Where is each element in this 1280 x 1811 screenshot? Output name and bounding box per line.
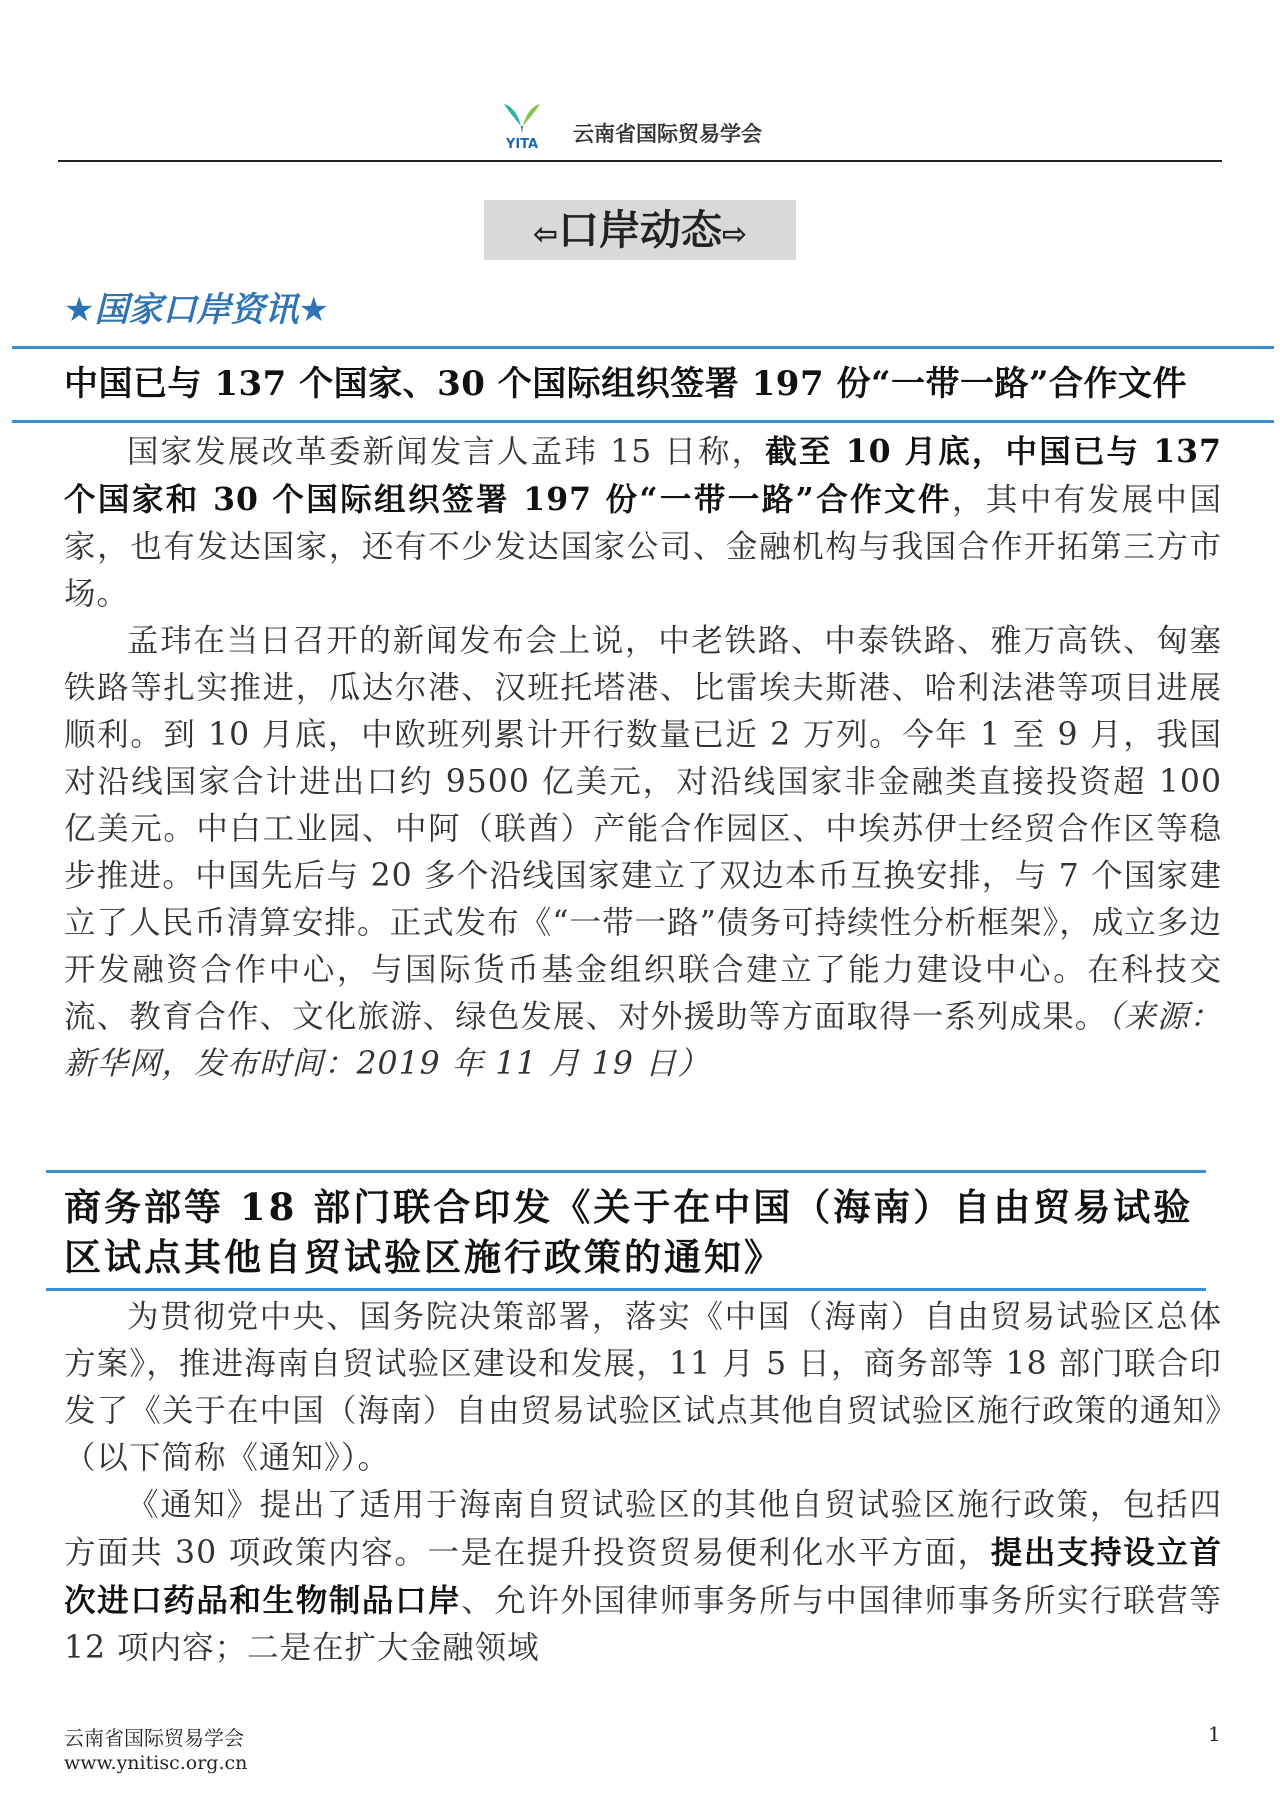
article-1-paragraph-1 [64, 428, 1222, 618]
article-1-title: 中国已与 137 个国家、30 个国际组织签署 197 份“一带一路”合作文件 [64, 364, 1188, 404]
footer-org-name: 云南省国际贸易学会 [64, 1726, 244, 1750]
article-2-title: 商务部等 18 部门联合印发《关于在中国（海南）自由贸易试验区试点其他自贸试验区施行政策的通知》 [64, 1185, 1194, 1279]
footer-url: www.ynitisc.org.cn [64, 1752, 248, 1774]
text-run: ，其中有发展中国家，也有发达国家，还有不少发达国家公司、金融机构与我国合作开拓第三方市场。 [64, 482, 1222, 612]
title-rule-bottom [46, 1288, 1206, 1291]
article-1-body [64, 428, 1222, 1088]
article-1-paragraph-2 [64, 618, 1222, 1088]
yita-logo [494, 96, 550, 152]
header-org-name: 云南省国际贸易学会 [573, 121, 762, 146]
article-2-body [64, 1294, 1222, 1672]
text-run: 《通知》提出了适用于海南自贸试验区的其他自贸试验区施行政策，包括四方面共 30 项政策内容。一是在提升投资贸易便利化水平方面， [64, 1487, 1222, 1571]
section-subtitle: ★国家口岸资讯★ [64, 290, 329, 330]
source-note: （来源：新华网，发布时间：2019 年 11 月 19 日） [64, 999, 1222, 1082]
text-run: 国家发展改革委新闻发言人孟玮 15 日称， [127, 434, 766, 470]
highlight-text: 截至 10 月底，中国已与 137 个国家和 30 个国际组织签署 197 份“一带一路”合作文件 [64, 433, 1222, 518]
page-header [58, 88, 1222, 162]
page-number: 1 [1208, 1722, 1221, 1746]
text-run: 、允许外国律师事务所与中国律师事务所实行联营等 12 项内容；二是在扩大金融领域 [64, 1583, 1222, 1666]
title-rule-top [12, 346, 1274, 349]
text-run: 孟玮在当日召开的新闻发布会上说，中老铁路、中泰铁路、雅万高铁、匈塞铁路等扎实推进，瓜达尔港、汉班托塔港、比雷埃夫斯港、哈利法港等项目进展顺利。到 10 月底，中欧班列累计开行数量已近 2 万列。今年 1 至 9 月，我国对沿线国家合计进出口约 9500 亿美元，对沿线国家非金融类直接投资超 100 亿美元。中白工业园、中阿（联酋）产能合作园区、中埃苏伊士经贸合作区等稳步推进。中国先后与 20 多个沿线国家建立了双边本币互换安排，与 7 个国家建立了人民币清算安排。正式发布《“一带一路”债务可持续性分析框架》，成立多边开发融资合作中心，与国际货币基金组织联合建立了能力建设中心。在科技交流、教育合作、文化旅游、绿色发展、对外援助等方面取得一系列成果。 [64, 623, 1222, 1035]
right-arrow-icon: ⇨ [722, 217, 748, 252]
section-title-text: 口岸动态 [558, 206, 722, 254]
title-rule-top [46, 1170, 1206, 1173]
text-run: 为贯彻党中央、国务院决策部署，落实《中国（海南）自由贸易试验区总体方案》，推进海南自贸试验区建设和发展，11 月 5 日，商务部等 18 部门联合印发了《关于在中国（海南）自由贸易试验区试点其他自贸试验区施行政策的通知》（以下简称《通知》）。 [64, 1299, 1222, 1476]
left-arrow-icon: ⇦ [532, 217, 558, 252]
article-2-paragraph-2 [64, 1482, 1222, 1672]
article-2-paragraph-1 [64, 1294, 1222, 1482]
highlight-text: 提出支持设立首次进口药品和生物制品口岸 [64, 1534, 1222, 1619]
title-rule-bottom [12, 420, 1274, 423]
section-title [484, 200, 796, 260]
logo-text: YITA [505, 137, 539, 152]
